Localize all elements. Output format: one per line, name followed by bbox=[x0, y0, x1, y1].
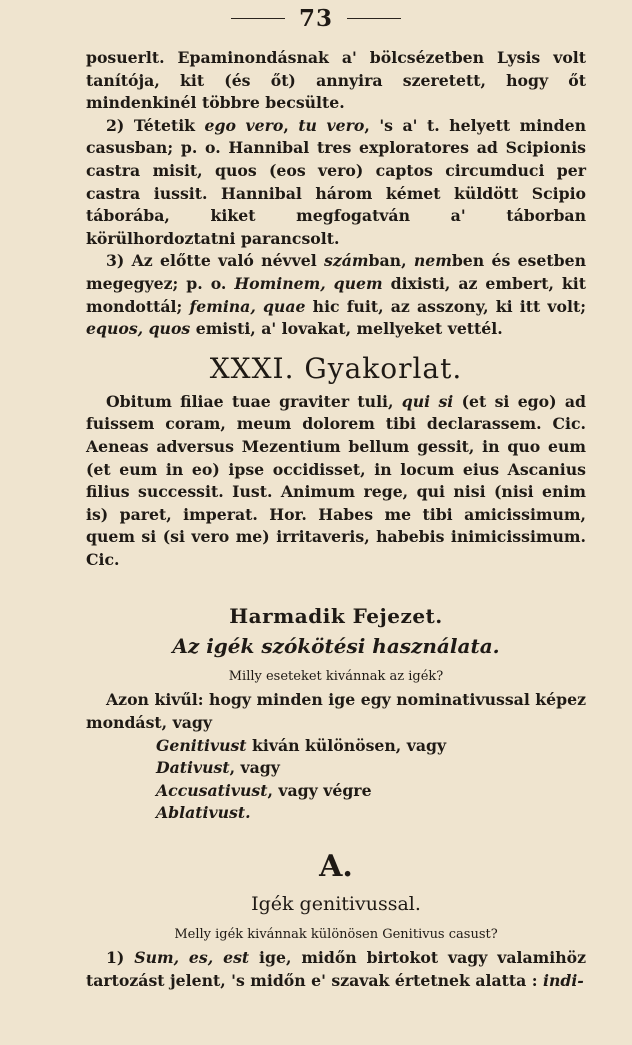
exercise-text: Obitum filiae tuae graviter tuli, qui si (et si ego) ad fuissem coram, meum dolorem tibi declarassem. Cic. Aeneas adversus Mezentium bellum gessit, in quo eum (et eum in eo) ipse occidisset, in locum eius Ascanius filius successit. Iust. Animum rege, qui nisi (nisi enim is) paret, imperat. Hor. Habes me tibi amicissimum, quem si (si vero me) irritaveris, habebis inimicissimum. Cic. bbox=[86, 391, 586, 569]
paragraph-3: 3) Az előtte való névvel számban, nemben és esetben megegyez; p. o. Hominem, quem dixisti, az embert, kit mondottál; femina, quae hic fuit, az asszony, ki itt volt; equos, quos emisti, a' lovakat, mellyeket vettél. bbox=[86, 251, 586, 339]
part-letter: A. bbox=[319, 849, 353, 885]
case-list bbox=[86, 735, 586, 825]
chapter-subtitle: Az igék szókötési használata. bbox=[172, 634, 500, 659]
section-title: XXXI. Gyakorlat. bbox=[209, 351, 463, 385]
page-body bbox=[86, 47, 586, 992]
header-rule-right bbox=[347, 18, 401, 19]
list-item: Accusativust, vagy végre bbox=[156, 780, 372, 800]
page-header bbox=[0, 4, 632, 32]
list-item: Genitivust kiván különösen, vagy bbox=[156, 735, 447, 755]
list-item: Ablativust. bbox=[156, 803, 251, 823]
list-item: Dativust, vagy bbox=[156, 758, 280, 778]
intro-paragraph: Azon kivűl: hogy minden ige egy nominativussal képez mondást, vagy bbox=[86, 690, 586, 733]
paragraph-1: posuerlt. Epaminondásnak a' bölcsézetben Lysis volt tanítója, kit (és őt) annyira szeretett, hogy őt mindenkinél többre becsülte. bbox=[86, 48, 586, 113]
paragraph-2: 2) Tétetik ego vero, tu vero, 's a' t. helyett minden casusban; p. o. Hannibal tres exploratores ad Scipionis castra misit, quos (eos vero) captos circumduci per castra iussit. Hannibal három kémet küldött Scipio táborába, kiket megfogatván a' táborban körülhordoztatni parancsolt. bbox=[86, 115, 586, 248]
part-title: Igék genitivussal. bbox=[251, 893, 421, 916]
page-number: 73 bbox=[298, 4, 333, 32]
header-rule-left bbox=[231, 18, 285, 19]
last-paragraph: 1) Sum, es, est ige, midőn birtokot vagy valamihöz tartozást jelent, 's midőn e' szavak értetnek alatta : indi- bbox=[86, 948, 586, 990]
chapter-title: Harmadik Fejezet. bbox=[229, 604, 443, 629]
question-2: Melly igék kivánnak különösen Genitivus casust? bbox=[174, 927, 498, 943]
question-1: Milly eseteket kivánnak az igék? bbox=[228, 669, 444, 685]
